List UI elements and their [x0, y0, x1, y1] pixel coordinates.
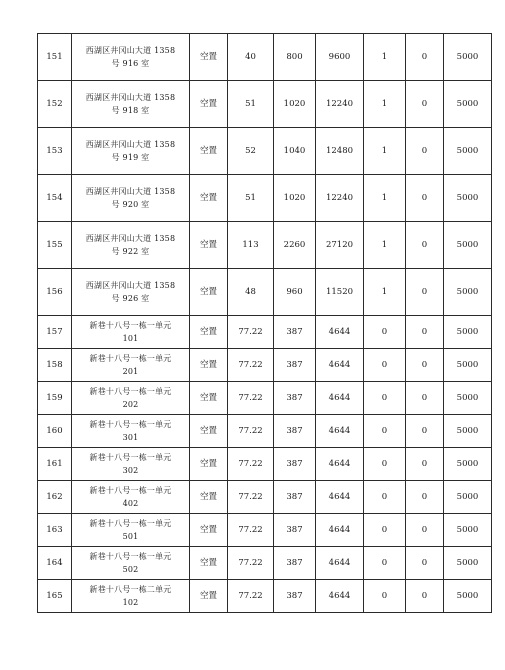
address-line-2: 号 918 室 — [111, 106, 150, 115]
address-line-2: 302 — [122, 466, 139, 475]
value-cell-3: 1 — [364, 222, 406, 269]
table-row — [38, 222, 492, 269]
area-cell: 48 — [228, 269, 274, 316]
row-number: 157 — [38, 316, 72, 349]
value-cell-1: 387 — [274, 514, 316, 547]
status-cell: 空置 — [190, 580, 228, 613]
row-number: 152 — [38, 81, 72, 128]
value-cell-1: 387 — [274, 448, 316, 481]
address-cell — [72, 349, 190, 382]
value-cell-5: 5000 — [444, 128, 492, 175]
address-line-1: 新巷十八号一栋一单元 — [89, 354, 172, 363]
value-cell-4: 0 — [406, 269, 444, 316]
value-cell-4: 0 — [406, 382, 444, 415]
value-cell-5: 5000 — [444, 349, 492, 382]
area-cell: 113 — [228, 222, 274, 269]
value-cell-4: 0 — [406, 349, 444, 382]
address-line-1: 新巷十八号一栋一单元 — [89, 321, 172, 330]
row-number: 162 — [38, 481, 72, 514]
address-line-1: 新巷十八号一栋一单元 — [89, 453, 172, 462]
value-cell-1: 387 — [274, 316, 316, 349]
row-number: 153 — [38, 128, 72, 175]
value-cell-3: 1 — [364, 175, 406, 222]
area-cell: 77.22 — [228, 415, 274, 448]
address-line-1: 西湖区井冈山大道 1358 — [85, 234, 176, 243]
status-cell: 空置 — [190, 481, 228, 514]
row-number: 165 — [38, 580, 72, 613]
area-cell: 77.22 — [228, 448, 274, 481]
value-cell-3: 0 — [364, 514, 406, 547]
area-cell: 77.22 — [228, 382, 274, 415]
area-cell: 77.22 — [228, 481, 274, 514]
status-cell: 空置 — [190, 316, 228, 349]
value-cell-2: 11520 — [316, 269, 364, 316]
address-line-2: 号 922 室 — [111, 247, 150, 256]
table-row — [38, 316, 492, 349]
address-line-2: 号 916 室 — [111, 59, 150, 68]
value-cell-1: 960 — [274, 269, 316, 316]
address-line-2: 501 — [122, 532, 139, 541]
address-cell — [72, 382, 190, 415]
value-cell-2: 4644 — [316, 349, 364, 382]
value-cell-1: 1020 — [274, 81, 316, 128]
value-cell-5: 5000 — [444, 547, 492, 580]
value-cell-5: 5000 — [444, 34, 492, 81]
value-cell-4: 0 — [406, 316, 444, 349]
status-cell: 空置 — [190, 34, 228, 81]
row-number: 158 — [38, 349, 72, 382]
value-cell-1: 2260 — [274, 222, 316, 269]
area-cell: 52 — [228, 128, 274, 175]
value-cell-4: 0 — [406, 222, 444, 269]
value-cell-4: 0 — [406, 481, 444, 514]
address-line-2: 202 — [122, 400, 139, 409]
address-cell — [72, 481, 190, 514]
area-cell: 77.22 — [228, 514, 274, 547]
row-number: 163 — [38, 514, 72, 547]
value-cell-2: 27120 — [316, 222, 364, 269]
value-cell-1: 800 — [274, 34, 316, 81]
table-row — [38, 415, 492, 448]
value-cell-2: 12240 — [316, 81, 364, 128]
status-cell: 空置 — [190, 448, 228, 481]
area-cell: 51 — [228, 175, 274, 222]
area-cell: 77.22 — [228, 349, 274, 382]
row-number: 160 — [38, 415, 72, 448]
address-cell — [72, 514, 190, 547]
value-cell-4: 0 — [406, 580, 444, 613]
address-line-1: 西湖区井冈山大道 1358 — [85, 46, 176, 55]
address-cell — [72, 81, 190, 128]
table-row — [38, 547, 492, 580]
value-cell-4: 0 — [406, 448, 444, 481]
address-line-2: 号 919 室 — [111, 153, 150, 162]
value-cell-5: 5000 — [444, 316, 492, 349]
value-cell-1: 387 — [274, 349, 316, 382]
address-line-1: 新巷十八号一栋二单元 — [89, 585, 172, 594]
row-number: 154 — [38, 175, 72, 222]
value-cell-1: 1020 — [274, 175, 316, 222]
value-cell-2: 4644 — [316, 448, 364, 481]
value-cell-5: 5000 — [444, 382, 492, 415]
table-row — [38, 481, 492, 514]
value-cell-3: 1 — [364, 128, 406, 175]
table-row — [38, 81, 492, 128]
value-cell-5: 5000 — [444, 514, 492, 547]
status-cell: 空置 — [190, 547, 228, 580]
table-row — [38, 349, 492, 382]
address-line-2: 502 — [122, 565, 139, 574]
status-cell: 空置 — [190, 222, 228, 269]
value-cell-4: 0 — [406, 547, 444, 580]
address-line-1: 新巷十八号一栋一单元 — [89, 387, 172, 396]
area-cell: 77.22 — [228, 316, 274, 349]
value-cell-1: 1040 — [274, 128, 316, 175]
address-cell — [72, 580, 190, 613]
value-cell-4: 0 — [406, 175, 444, 222]
value-cell-2: 4644 — [316, 514, 364, 547]
address-line-2: 301 — [122, 433, 139, 442]
value-cell-1: 387 — [274, 382, 316, 415]
address-cell — [72, 269, 190, 316]
area-cell: 77.22 — [228, 580, 274, 613]
table-row — [38, 448, 492, 481]
value-cell-2: 4644 — [316, 481, 364, 514]
status-cell: 空置 — [190, 349, 228, 382]
value-cell-3: 0 — [364, 547, 406, 580]
value-cell-5: 5000 — [444, 448, 492, 481]
address-line-1: 新巷十八号一栋一单元 — [89, 519, 172, 528]
address-line-1: 新巷十八号一栋一单元 — [89, 420, 172, 429]
address-cell — [72, 34, 190, 81]
value-cell-2: 12240 — [316, 175, 364, 222]
value-cell-3: 0 — [364, 448, 406, 481]
address-line-2: 102 — [122, 598, 139, 607]
value-cell-3: 0 — [364, 382, 406, 415]
address-line-1: 新巷十八号一栋一单元 — [89, 486, 172, 495]
value-cell-5: 5000 — [444, 269, 492, 316]
row-number: 159 — [38, 382, 72, 415]
table-row — [38, 382, 492, 415]
value-cell-4: 0 — [406, 514, 444, 547]
value-cell-4: 0 — [406, 34, 444, 81]
value-cell-1: 387 — [274, 481, 316, 514]
address-cell — [72, 175, 190, 222]
table-row — [38, 128, 492, 175]
value-cell-5: 5000 — [444, 481, 492, 514]
address-cell — [72, 222, 190, 269]
status-cell: 空置 — [190, 128, 228, 175]
address-line-2: 402 — [122, 499, 139, 508]
address-line-2: 201 — [122, 367, 139, 376]
status-cell: 空置 — [190, 175, 228, 222]
table-row — [38, 514, 492, 547]
address-cell — [72, 128, 190, 175]
address-line-1: 新巷十八号一栋一单元 — [89, 552, 172, 561]
value-cell-2: 4644 — [316, 547, 364, 580]
value-cell-2: 4644 — [316, 580, 364, 613]
value-cell-2: 4644 — [316, 316, 364, 349]
value-cell-2: 4644 — [316, 415, 364, 448]
address-line-2: 号 926 室 — [111, 294, 150, 303]
row-number: 155 — [38, 222, 72, 269]
value-cell-3: 1 — [364, 269, 406, 316]
value-cell-5: 5000 — [444, 81, 492, 128]
address-line-1: 西湖区井冈山大道 1358 — [85, 281, 176, 290]
value-cell-3: 0 — [364, 316, 406, 349]
address-line-2: 101 — [122, 334, 139, 343]
table-body — [38, 34, 492, 613]
value-cell-1: 387 — [274, 580, 316, 613]
value-cell-3: 1 — [364, 34, 406, 81]
value-cell-1: 387 — [274, 547, 316, 580]
address-cell — [72, 448, 190, 481]
value-cell-5: 5000 — [444, 222, 492, 269]
row-number: 151 — [38, 34, 72, 81]
address-line-1: 西湖区井冈山大道 1358 — [85, 140, 176, 149]
property-table — [37, 33, 492, 613]
status-cell: 空置 — [190, 81, 228, 128]
table-row — [38, 175, 492, 222]
status-cell: 空置 — [190, 269, 228, 316]
value-cell-2: 9600 — [316, 34, 364, 81]
value-cell-5: 5000 — [444, 175, 492, 222]
table-row — [38, 34, 492, 81]
value-cell-4: 0 — [406, 415, 444, 448]
address-cell — [72, 415, 190, 448]
area-cell: 40 — [228, 34, 274, 81]
table-row — [38, 580, 492, 613]
row-number: 164 — [38, 547, 72, 580]
value-cell-2: 4644 — [316, 382, 364, 415]
address-line-2: 号 920 室 — [111, 200, 150, 209]
row-number: 161 — [38, 448, 72, 481]
status-cell: 空置 — [190, 382, 228, 415]
value-cell-3: 0 — [364, 481, 406, 514]
address-cell — [72, 547, 190, 580]
address-cell — [72, 316, 190, 349]
value-cell-4: 0 — [406, 128, 444, 175]
value-cell-3: 0 — [364, 415, 406, 448]
status-cell: 空置 — [190, 415, 228, 448]
row-number: 156 — [38, 269, 72, 316]
value-cell-2: 12480 — [316, 128, 364, 175]
value-cell-5: 5000 — [444, 415, 492, 448]
table-row — [38, 269, 492, 316]
value-cell-5: 5000 — [444, 580, 492, 613]
value-cell-3: 1 — [364, 81, 406, 128]
status-cell: 空置 — [190, 514, 228, 547]
area-cell: 51 — [228, 81, 274, 128]
address-line-1: 西湖区井冈山大道 1358 — [85, 187, 176, 196]
address-line-1: 西湖区井冈山大道 1358 — [85, 93, 176, 102]
value-cell-4: 0 — [406, 81, 444, 128]
value-cell-3: 0 — [364, 349, 406, 382]
value-cell-3: 0 — [364, 580, 406, 613]
area-cell: 77.22 — [228, 547, 274, 580]
value-cell-1: 387 — [274, 415, 316, 448]
